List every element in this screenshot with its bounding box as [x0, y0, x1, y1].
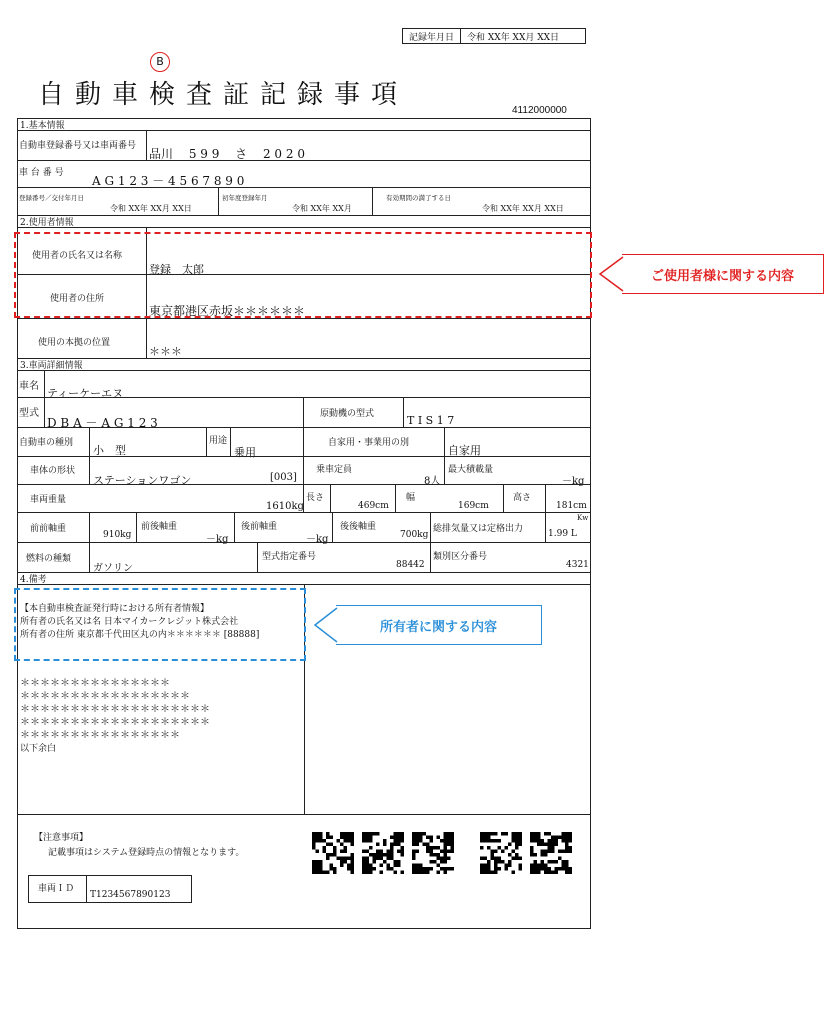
owner-name: 所有者の氏名又は名 日本マイカークレジット株式会社: [20, 617, 239, 627]
length-value: 469cm: [358, 501, 389, 511]
length-label: 長さ: [306, 493, 325, 503]
owner-header: 【本自動車検査証発行時における所有者情報】: [20, 604, 210, 614]
model-label: 型式: [19, 408, 39, 419]
rf-axle-label: 後前軸重: [241, 522, 278, 532]
rr-axle-value: 700kg: [400, 530, 429, 540]
rr-axle-label: 後後軸重: [340, 522, 377, 532]
chassis-value: A G 1 2 3 － 4 5 6 7 8 9 0: [92, 174, 245, 188]
vehicle-id-value: T1234567890123: [90, 890, 171, 900]
shape-code: [003]: [270, 472, 297, 483]
record-date-box: [402, 28, 586, 44]
engine-value: T I S 1 7: [407, 414, 455, 427]
use-label: 用途: [209, 436, 228, 446]
reg-label: 自動車登録番号又は車両番号: [19, 141, 137, 151]
user-name-label: 使用者の氏名又は名称: [32, 251, 123, 261]
qr-code-5: [530, 832, 572, 874]
user-highlight-box: [14, 232, 592, 318]
remarks-stars-3: ＊＊＊＊＊＊＊＊＊＊＊＊＊＊＊＊＊＊＊: [20, 704, 210, 715]
base-value: ＊＊＊: [149, 345, 182, 358]
base-label: 使用の本拠の位置: [38, 338, 111, 348]
displacement-unit: Kw: [577, 514, 589, 522]
issue-label: 登録番号／交付年月日: [19, 194, 84, 202]
ff-axle-label: 前前軸重: [30, 524, 67, 534]
model-value: D B A － A G 1 2 3: [47, 416, 158, 430]
section-remarks-header: 4.備考: [20, 575, 47, 585]
class-no-value: 4321: [566, 560, 589, 570]
section-basic-header: 1.基本情報: [20, 121, 65, 131]
use-value: 乗用: [234, 446, 256, 459]
reg-value: 品川 5 9 9 さ 2 0 2 0: [149, 147, 305, 161]
ff-axle-value: 910kg: [103, 530, 132, 540]
owner-address: 所有者の住所 東京都千代田区丸の内＊＊＊＊＊＊ [88888]: [20, 630, 260, 640]
height-label: 高さ: [513, 493, 532, 503]
notice-body: 記載事項はシステム登録時点の情報となります。: [48, 848, 245, 858]
user-callout-text: ご使用者様に関する内容: [650, 268, 794, 284]
owner-callout-arrow: [312, 605, 338, 645]
car-name-value: ティーケーエヌ: [47, 387, 124, 400]
type-no-label: 型式指定番号: [262, 552, 317, 562]
qr-code-2: [362, 832, 404, 874]
vehicle-id-label: 車両ＩＤ: [38, 884, 75, 894]
fuel-label: 燃料の種類: [26, 554, 72, 564]
height-value: 181cm: [556, 501, 587, 511]
record-date-label: 記録年月日: [403, 29, 461, 43]
load-label: 最大積載量: [448, 465, 494, 475]
fr-axle-value: －kg: [206, 534, 229, 545]
expiry-label: 有効期間の満了する日: [386, 194, 451, 202]
user-address-label: 使用者の住所: [50, 294, 105, 304]
user-callout: [622, 254, 824, 294]
title-mark-letter: B: [156, 55, 164, 68]
owner-callout: [336, 605, 542, 645]
qr-code-1: [312, 832, 354, 874]
section-user-header: 2.使用者情報: [20, 218, 74, 228]
remarks-end: 以下余白: [20, 744, 57, 754]
type-no-value: 88442: [396, 560, 425, 570]
title-mark: [150, 52, 170, 72]
remarks-stars-2: ＊＊＊＊＊＊＊＊＊＊＊＊＊＊＊＊＊: [20, 691, 190, 702]
weight-value: 1610kg: [266, 501, 304, 512]
first-reg-value: 令和 XX年 XX月: [292, 204, 352, 213]
section-vehicle-header: 3.車両詳細情報: [20, 361, 83, 371]
notice-title: 【注意事項】: [34, 833, 89, 843]
displacement-label: 総排気量又は定格出力: [433, 524, 524, 534]
weight-label: 車両重量: [30, 495, 67, 505]
engine-label: 原動機の型式: [320, 409, 375, 419]
chassis-label: 車 台 番 号: [19, 168, 64, 178]
remarks-stars-5: ＊＊＊＊＊＊＊＊＊＊＊＊＊＊＊＊: [20, 730, 180, 741]
shape-label: 車体の形状: [30, 466, 76, 476]
private-value: 自家用: [448, 444, 481, 457]
qr-codes: [312, 830, 582, 880]
user-callout-arrow: [596, 254, 624, 294]
record-date-value: 令和 XX年 XX月 XX日: [467, 33, 560, 43]
doc-number: 4112000000: [512, 105, 567, 116]
page-title: 自動車検査証記録事項: [38, 80, 409, 110]
shape-value: ステーションワゴン: [93, 474, 192, 487]
qr-code-3: [412, 832, 454, 874]
remarks-stars-1: ＊＊＊＊＊＊＊＊＊＊＊＊＊＊＊: [20, 678, 170, 689]
qr-code-4: [480, 832, 522, 874]
capacity-label: 乗車定員: [316, 465, 353, 475]
rf-axle-value: －kg: [306, 534, 329, 545]
kind-label: 自動車の種別: [19, 438, 74, 448]
car-name-label: 車名: [19, 381, 39, 392]
fr-axle-label: 前後軸重: [141, 522, 178, 532]
owner-callout-text: 所有者に関する内容: [379, 619, 497, 635]
displacement-value: 1.99 L: [548, 529, 577, 539]
capacity-value: 8人: [424, 476, 441, 487]
width-value: 169cm: [458, 501, 489, 511]
private-label: 自家用・事業用の別: [328, 438, 410, 448]
remarks-stars-4: ＊＊＊＊＊＊＊＊＊＊＊＊＊＊＊＊＊＊＊: [20, 717, 210, 728]
kind-value: 小 型: [93, 444, 126, 457]
class-no-label: 類別区分番号: [433, 552, 488, 562]
user-name-value: 登録 太郎: [149, 263, 204, 276]
width-label: 幅: [406, 493, 416, 503]
load-value: －kg: [562, 476, 585, 487]
issue-value: 令和 XX年 XX月 XX日: [110, 204, 192, 213]
first-reg-label: 初年度登録年月: [222, 194, 268, 202]
fuel-value: ガソリン: [93, 563, 133, 574]
owner-highlight-box: [14, 588, 306, 661]
user-address-value: 東京都港区赤坂＊＊＊＊＊＊: [149, 304, 306, 318]
expiry-value: 令和 XX年 XX月 XX日: [482, 204, 564, 213]
